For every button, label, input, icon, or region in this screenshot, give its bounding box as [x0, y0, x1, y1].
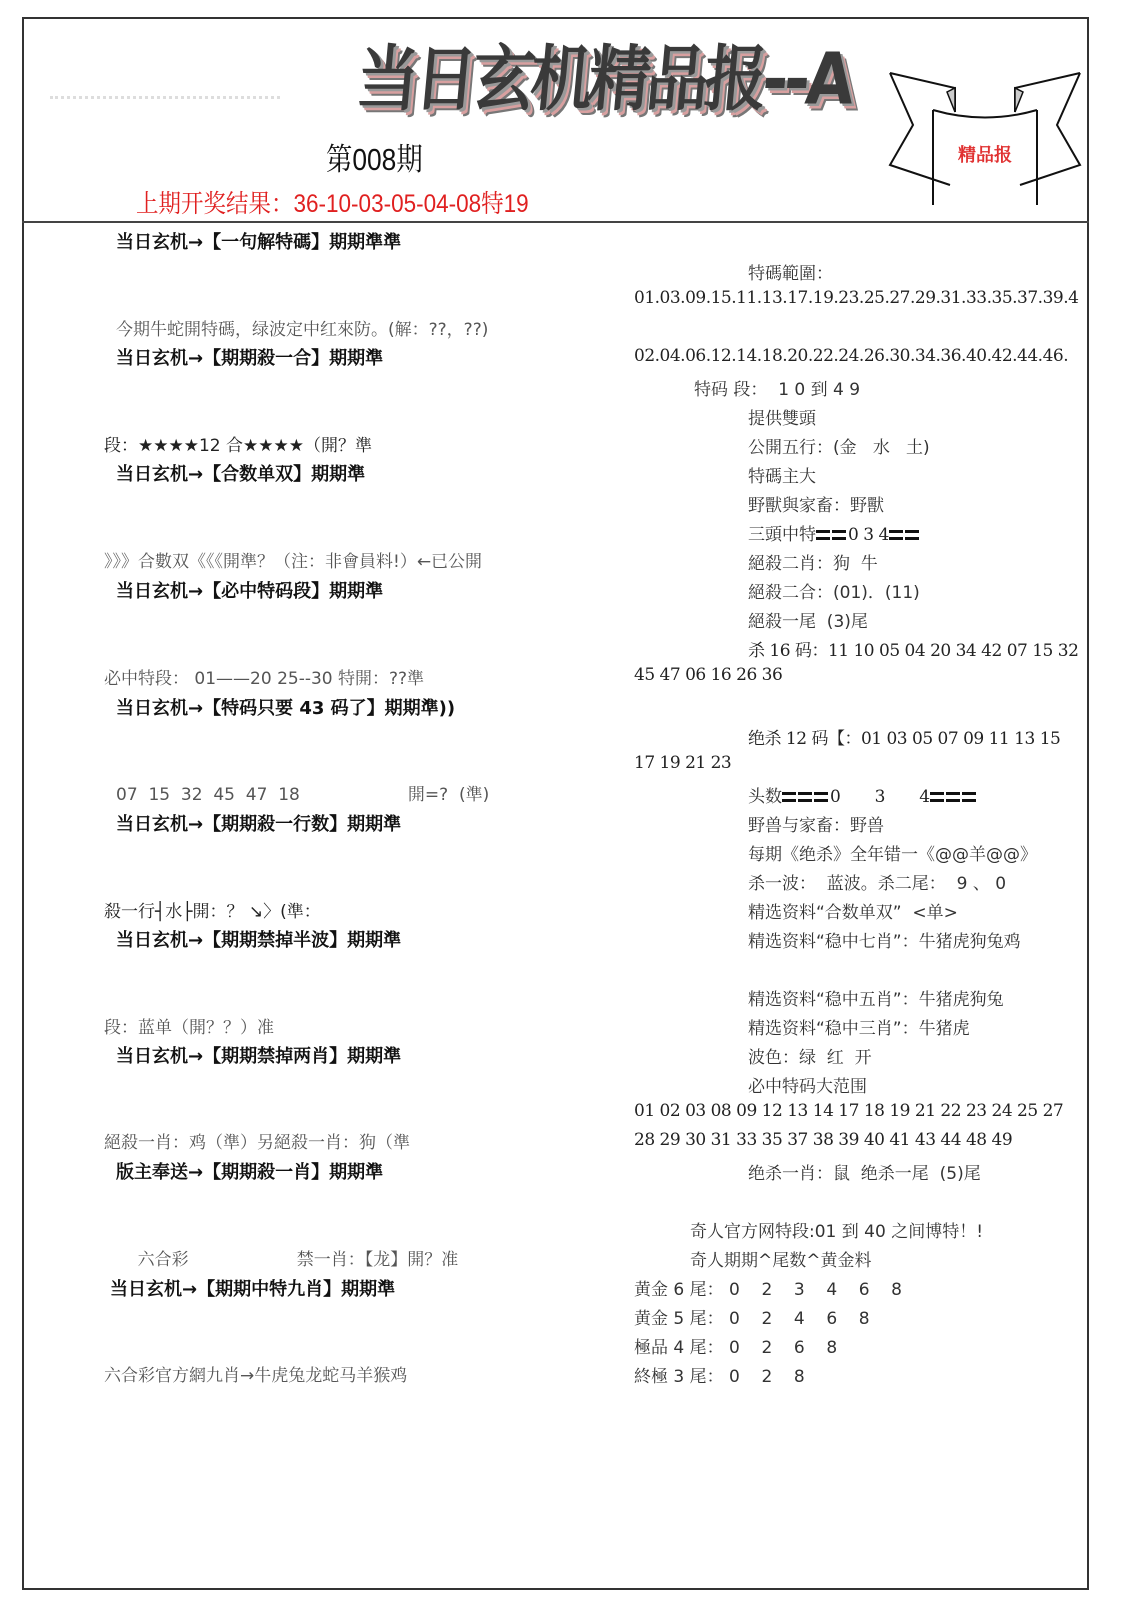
section-info: 段：★★★★12 合★★★★（開？準	[104, 436, 372, 456]
yearly-kill: 每期《绝杀》全年错一《@@羊@@》	[748, 845, 1037, 865]
seven-zodiac: 精选资料“稳中七肖”：牛猪虎狗兔鸡	[748, 932, 1021, 952]
big-range-line2: 28 29 30 31 33 35 37 38 39 40 41 43 44 48 49	[634, 1130, 1013, 1150]
last-draw-label: 上期开奖结果：	[136, 190, 294, 218]
last-draw-value: 36-10-03-05-04-08特19	[293, 190, 529, 218]
five-zodiac: 精选资料“稳中五肖”：牛猪虎狗兔	[748, 990, 1004, 1010]
section-info: 今期牛蛇開特碼，绿波定中红來防。(解：??，??)	[116, 320, 489, 340]
kill-16-line1: 杀 16 码：11 10 05 04 20 34 42 07 15 32	[748, 641, 1079, 661]
section-title: 版主奉送→【期期殺一肖】期期準	[116, 1162, 384, 1183]
wild-domestic-2: 野兽与家畜：野兽	[748, 816, 884, 836]
kill-12-line2: 17 19 21 23	[634, 753, 732, 773]
tail-values: 0 2 4 6 8	[729, 1309, 870, 1329]
last-draw-result	[136, 184, 529, 220]
three-heads	[748, 520, 921, 545]
kill-one-tail: 絕殺一尾 (3)尾	[748, 612, 868, 632]
main-big: 特碼主大	[748, 467, 816, 487]
double-head: 提供雙頭	[748, 409, 816, 429]
wave-color: 波色：绿 红 开	[748, 1048, 872, 1068]
odd-even: 精选资料“合数单双” <单>	[748, 903, 958, 923]
section-title: 当日玄机→【期期禁掉两肖】期期準	[116, 1046, 402, 1067]
tail-values: 0 2 8	[729, 1367, 805, 1387]
segment: 特码 段： 1 0 到 4 9	[694, 380, 861, 400]
ribbon-banner-icon	[885, 70, 1085, 210]
tail-label: 黄金 6 尾：	[634, 1280, 724, 1300]
big-range-label: 必中特码大范围	[748, 1077, 867, 1097]
tail-row	[634, 1362, 805, 1387]
tail-label: 極品 4 尾：	[634, 1338, 724, 1358]
section-title: 当日玄机→【特码只要 43 码了】期期準))	[116, 698, 456, 719]
kill-12-line1: 绝杀 12 码【：01 03 05 07 09 11 13 15	[748, 729, 1061, 749]
section-info: 》》》合數双《《《開準？（注：非會員料!）←已公開	[104, 552, 483, 572]
double-bar-icon	[889, 525, 921, 545]
odd-numbers: 01.03.09.15.11.13.17.19.23.25.27.29.31.33.35.37.39.4	[634, 288, 1079, 308]
tail-row	[634, 1275, 902, 1300]
kill-zodiac-tail: 绝杀一肖：鼠 绝杀一尾 (5)尾	[748, 1164, 981, 1184]
tail-values: 0 2 3 4 6 8	[729, 1280, 903, 1300]
three-zodiac: 精选资料“稳中三肖”：牛猪虎	[748, 1019, 970, 1039]
tail-row	[634, 1304, 870, 1329]
head-label: 头数	[748, 787, 782, 807]
issue-number: 第008期	[326, 142, 423, 177]
head-numbers	[748, 782, 978, 807]
qiren-segment: 奇人官方网特段:01 到 40 之间博特！!	[690, 1222, 984, 1242]
section-title: 当日玄机→【期期殺一行数】期期準	[116, 814, 402, 835]
range-label: 特碼範圍：	[748, 264, 833, 284]
nine-zodiac-footer: 六合彩官方網九肖→牛虎兔龙蛇马羊猴鸡	[104, 1366, 408, 1386]
badge-label: 精品报	[958, 145, 1012, 166]
section-info: 07 15 32 45 47 18 開=? (準)	[116, 785, 490, 805]
header-divider	[22, 221, 1089, 223]
tail-label: 終極 3 尾：	[634, 1367, 724, 1387]
kill-16-line2: 45 47 06 16 26 36	[634, 665, 783, 685]
section-info: 殺一行┤水├開：？ ↘〉(準：	[104, 902, 321, 922]
section-info: 必中特段： 01——20 25--30 特開：??準	[104, 669, 425, 689]
section-info: 絕殺一肖：鸡（準）另絕殺一肖：狗（準	[104, 1133, 410, 1153]
kill-two-sum: 絕殺二合：(01)．(11)	[748, 583, 920, 603]
section-title: 当日玄机→【合数单双】期期準	[116, 464, 366, 485]
double-bar-icon	[782, 787, 830, 807]
double-bar-icon	[930, 787, 978, 807]
section-info: 段：蓝单（開？？）准	[104, 1018, 274, 1038]
five-elements: 公開五行：(金 水 土)	[748, 438, 930, 458]
even-numbers: 02.04.06.12.14.18.20.22.24.26.30.34.36.40.42.44.46.	[634, 346, 1069, 366]
section-title: 当日玄机→【期期殺一合】期期準	[116, 348, 384, 369]
big-range-line1: 01 02 03 08 09 12 13 14 17 18 19 21 22 23 24 25 27	[634, 1101, 1064, 1121]
section-title: 当日玄机→【期期禁掉半波】期期準	[116, 930, 402, 951]
head-values: 0 3 4	[830, 787, 930, 807]
page-title: 当日玄机精品报--A	[352, 36, 855, 121]
wild-domestic: 野獸與家畜：野獸	[748, 496, 884, 516]
section-title: 当日玄机→【必中特码段】期期準	[116, 581, 384, 602]
three-heads-label: 三頭中特	[748, 525, 816, 545]
section-title: 当日玄机→【期期中特九肖】期期準	[110, 1279, 396, 1300]
tail-label: 黄金 5 尾：	[634, 1309, 724, 1329]
tail-row	[634, 1333, 837, 1358]
section-info: 六合彩 禁一肖：【龙】開？准	[116, 1250, 459, 1270]
section-title: 当日玄机→【一句解特碼】期期準準	[116, 232, 402, 253]
kill-two-zodiac: 絕殺二肖：狗 牛	[748, 554, 878, 574]
tail-values: 0 2 6 8	[729, 1338, 838, 1358]
qiren-title: 奇人期期^尾数^黄金料	[690, 1251, 872, 1271]
decorative-line	[50, 96, 280, 99]
double-bar-icon	[816, 525, 848, 545]
three-heads-value: 0 3 4	[848, 525, 889, 545]
kill-wave: 杀一波： 蓝波。杀二尾： 9 、 0	[748, 874, 1007, 894]
